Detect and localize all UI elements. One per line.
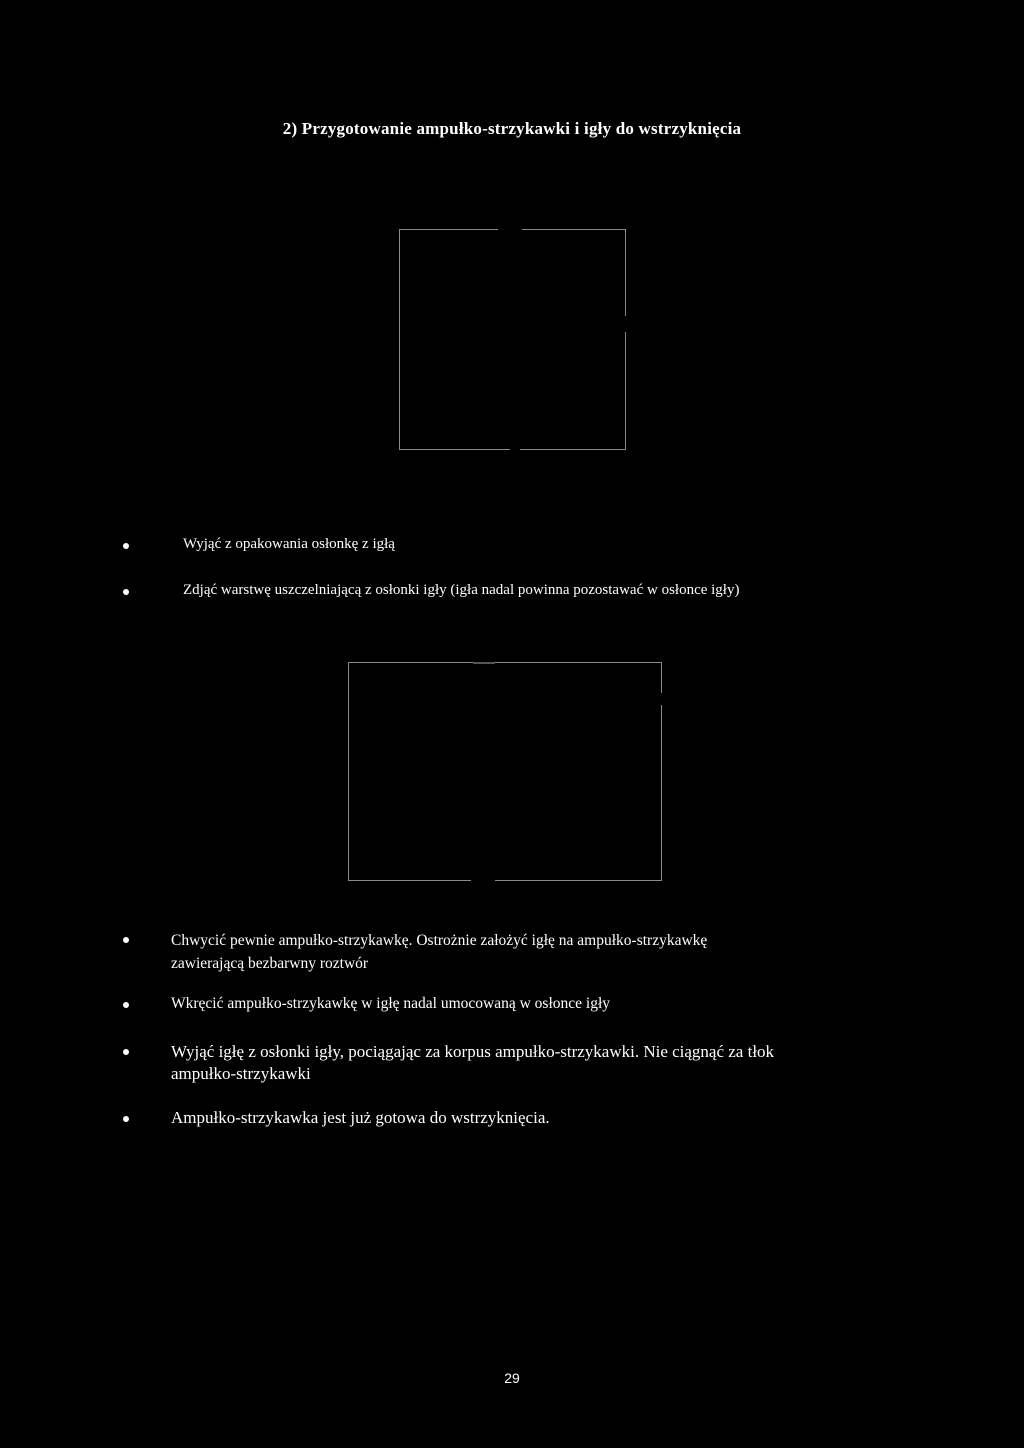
bullet-icon: [123, 1049, 129, 1055]
illustration-attach-needle: [348, 662, 662, 881]
step-text: Wyjąć z opakowania osłonkę z igłą: [183, 536, 395, 552]
step-text: Wkręcić ampułko-strzykawkę w igłę nadal umocowaną w osłonce igły: [171, 995, 611, 1012]
step-text: Chwycić pewnie ampułko-strzykawkę. Ostrożnie założyć igłę na ampułko-strzykawkę zawierającą bezbarwny roztwór: [171, 932, 708, 972]
bullet-icon: [123, 543, 129, 549]
bullet-icon: [123, 1002, 129, 1008]
step-text: Ampułko-strzykawka jest już gotowa do wstrzyknięcia.: [171, 1108, 550, 1127]
step-text: Wyjąć igłę z osłonki igły, pociągając za korpus ampułko-strzykawki. Nie ciągnąć za tłok ampułko-strzykawki: [171, 1042, 775, 1083]
bullet-icon: [123, 589, 129, 595]
page-number: 29: [504, 1370, 520, 1386]
bullet-icon: [123, 937, 129, 943]
step-text: Zdjąć warstwę uszczelniającą z osłonki igły (igła nadal powinna pozostawać w osłonce igły): [183, 582, 740, 598]
bullet-icon: [123, 1116, 129, 1122]
illustration-needle-cover: [399, 229, 626, 450]
section-heading: 2) Przygotowanie ampułko-strzykawki i igły do wstrzyknięcia: [282, 119, 742, 138]
